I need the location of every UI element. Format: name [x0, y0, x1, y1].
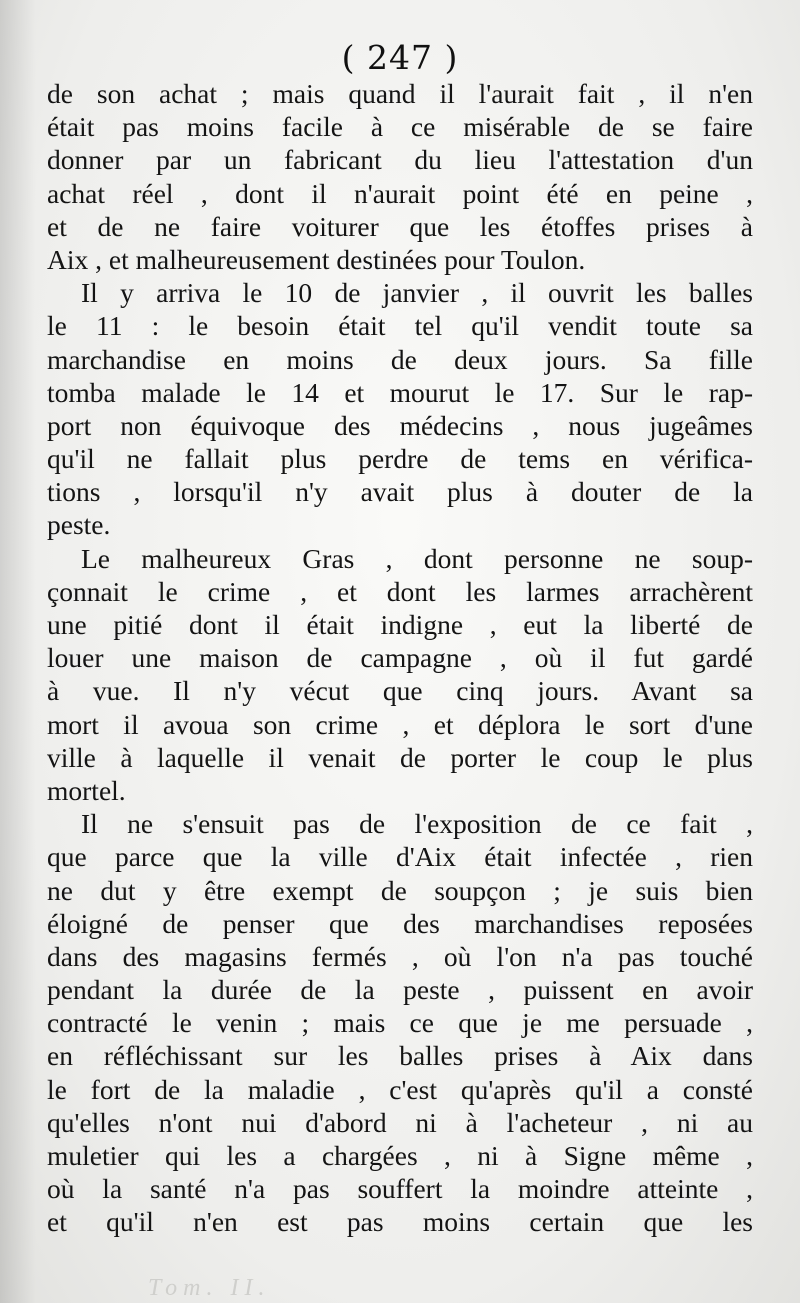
text-line: louer une maison de campagne , où il fut gardé — [47, 642, 753, 674]
text-line: tomba malade le 14 et mourut le 17. Sur le rap- — [47, 376, 753, 408]
body-text — [47, 77, 753, 1239]
text-line: était pas moins facile à ce misérable de se faire — [47, 111, 753, 143]
text-line: en réfléchissant sur les balles prises à Aix dans — [47, 1040, 753, 1072]
text-line: et qu'il n'en est pas moins certain que les — [47, 1206, 753, 1238]
text-line: dans des magasins fermés , où l'on n'a pas touché — [47, 940, 753, 972]
text-line: le 11 : le besoin était tel qu'il vendit toute sa — [47, 310, 753, 342]
text-line: contracté le venin ; mais ce que je me persuade , — [47, 1007, 753, 1039]
text-line: où la santé n'a pas souffert la moindre atteinte , — [47, 1173, 753, 1205]
text-line: ville à laquelle il venait de porter le coup le plus — [47, 741, 753, 773]
text-line: mort il avoua son crime , et déplora le sort d'une — [47, 708, 753, 740]
text-line: une pitié dont il était indigne , eut la liberté de — [47, 609, 753, 640]
text-line: port non équivoque des médecins , nous jugeâmes — [47, 409, 753, 441]
text-line: Il ne s'ensuit pas de l'exposition de ce fait , — [81, 808, 753, 840]
text-line: à vue. Il n'y vécut que cinq jours. Avant sa — [47, 675, 753, 707]
text-line: marchandise en moins de deux jours. Sa fille — [47, 343, 753, 375]
text-line: éloigné de penser que des marchandises reposées — [47, 907, 753, 939]
text-line: que parce que la ville d'Aix était infectée , rien — [47, 841, 753, 873]
text-line: çonnait le crime , et dont les larmes arrachèrent — [47, 575, 753, 607]
text-line: de son achat ; mais quand il l'aurait fait , il n'en — [47, 78, 753, 109]
text-line: ne dut y être exempt de soupçon ; je suis bien — [47, 874, 753, 906]
text-line: muletier qui les a chargées , ni à Signe même , — [47, 1140, 753, 1171]
text-line: donner par un fabricant du lieu l'attestation d'un — [47, 144, 753, 176]
text-line: achat réel , dont il n'aurait point été en peine , — [47, 177, 753, 209]
page-number: ( 247 ) — [341, 38, 459, 77]
text-line: peste. — [47, 509, 111, 541]
text-line: Aix , et malheureusement destinées pour Toulon. — [47, 243, 586, 275]
text-line: pendant la durée de la peste , puissent en avoir — [47, 974, 753, 1006]
text-line: qu'elles n'ont nui d'abord ni à l'acheteur , ni au — [47, 1106, 753, 1138]
text-line: mortel. — [47, 774, 126, 806]
page-edge-shadow — [0, 0, 36, 1303]
text-line: qu'il ne fallait plus perdre de tems en vérifica- — [47, 443, 753, 475]
signature-mark: Tom. II. — [148, 1275, 271, 1301]
text-line: tions , lorsqu'il n'y avait plus à douter de la — [47, 476, 753, 508]
text-line: et de ne faire voiturer que les étoffes prises à — [47, 210, 753, 242]
text-line: Il y arriva le 10 de janvier , il ouvrit les balles — [81, 277, 753, 309]
text-line: le fort de la maladie , c'est qu'après qu'il a consté — [47, 1073, 753, 1105]
text-line: Le malheureux Gras , dont personne ne soup- — [81, 542, 753, 574]
